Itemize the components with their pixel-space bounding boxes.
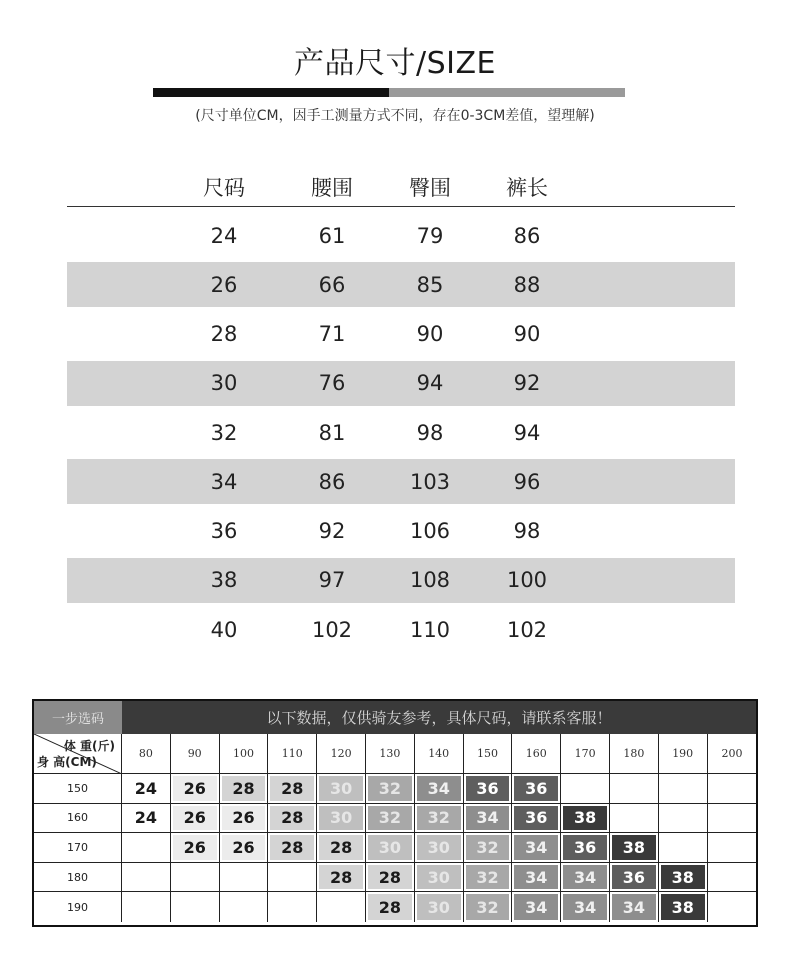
height-header: 150 (34, 774, 122, 804)
size-table-header (67, 168, 735, 207)
table-cell: 79 (416, 223, 444, 248)
table-cell: 92 (318, 519, 346, 543)
size-cell (708, 774, 757, 804)
table-row (67, 509, 735, 554)
size-cell: 26 (220, 804, 269, 834)
weight-height-corner (34, 734, 122, 774)
weight-header: 130 (366, 734, 415, 774)
size-cell: 32 (464, 892, 513, 922)
size-cell: 34 (561, 892, 610, 922)
table-cell: 94 (513, 420, 541, 445)
size-cell: 28 (220, 774, 269, 804)
weight-header: 170 (561, 734, 610, 774)
table-row (67, 361, 735, 406)
size-cell: 34 (512, 892, 561, 922)
header-length: 裤长 (506, 176, 548, 200)
weight-header: 180 (610, 734, 659, 774)
table-cell: 94 (416, 371, 444, 396)
size-cell: 32 (415, 804, 464, 834)
table-cell: 30 (210, 371, 238, 396)
weight-header: 140 (415, 734, 464, 774)
title-bar-dark (153, 88, 389, 97)
size-cell (610, 774, 659, 804)
table-row (67, 312, 735, 357)
table-cell: 92 (513, 371, 541, 396)
size-cell: 26 (171, 833, 220, 863)
size-cell: 28 (317, 833, 366, 863)
height-header: 170 (34, 833, 122, 863)
size-cell (708, 863, 757, 893)
size-cell: 28 (366, 892, 415, 922)
height-axis-label: 身 高(CM) (37, 755, 97, 769)
size-cell: 36 (512, 774, 561, 804)
size-cell: 24 (122, 774, 171, 804)
size-cell (171, 863, 220, 893)
table-cell: 98 (513, 519, 541, 543)
size-cell (220, 892, 269, 922)
table-cell: 106 (409, 519, 451, 543)
table-cell: 40 (210, 617, 238, 642)
table-row (67, 607, 735, 652)
guide-header-bar (34, 701, 756, 734)
table-cell: 66 (318, 272, 346, 297)
header-hip: 臀围 (409, 176, 451, 200)
table-cell: 28 (210, 322, 238, 346)
table-cell: 98 (416, 420, 444, 445)
size-cell: 36 (561, 833, 610, 863)
size-cell (659, 774, 708, 804)
table-cell: 81 (318, 420, 346, 445)
table-cell: 86 (318, 469, 346, 494)
size-cell: 28 (268, 774, 317, 804)
weight-header: 110 (268, 734, 317, 774)
weight-header: 200 (708, 734, 757, 774)
size-cell: 26 (220, 833, 269, 863)
table-cell: 90 (513, 322, 541, 346)
size-cell (708, 804, 757, 834)
weight-header: 150 (464, 734, 513, 774)
size-cell: 30 (415, 833, 464, 863)
table-cell: 61 (318, 223, 346, 248)
size-cell (268, 892, 317, 922)
table-row (67, 410, 735, 455)
table-cell: 85 (416, 272, 444, 297)
size-cell: 30 (317, 774, 366, 804)
size-cell: 24 (122, 804, 171, 834)
table-row (67, 558, 735, 603)
size-cell: 30 (415, 892, 464, 922)
size-cell: 26 (171, 804, 220, 834)
table-cell: 90 (416, 322, 444, 346)
size-cell: 32 (366, 804, 415, 834)
size-cell: 34 (561, 863, 610, 893)
title-bar-light (389, 88, 625, 97)
size-cell: 38 (610, 833, 659, 863)
size-cell: 36 (464, 774, 513, 804)
table-cell: 96 (513, 469, 541, 494)
table-cell: 24 (210, 223, 238, 248)
table-cell: 88 (513, 272, 541, 297)
table-cell: 26 (210, 272, 238, 297)
size-cell: 30 (415, 863, 464, 893)
size-cell: 32 (464, 863, 513, 893)
table-cell: 100 (506, 568, 548, 593)
table-cell: 108 (409, 568, 451, 593)
table-row (67, 459, 735, 504)
weight-header: 80 (122, 734, 171, 774)
size-cell: 38 (659, 892, 708, 922)
size-cell: 38 (659, 863, 708, 893)
table-cell: 36 (210, 519, 238, 543)
size-cell: 36 (512, 804, 561, 834)
size-cell: 34 (610, 892, 659, 922)
size-cell: 38 (561, 804, 610, 834)
size-cell: 32 (464, 833, 513, 863)
size-cell (561, 774, 610, 804)
table-cell: 97 (318, 568, 346, 593)
table-cell: 34 (210, 469, 238, 494)
height-header: 190 (34, 892, 122, 922)
size-cell: 26 (171, 774, 220, 804)
table-cell: 102 (311, 617, 353, 642)
height-header: 180 (34, 863, 122, 893)
size-cell (659, 833, 708, 863)
table-cell: 76 (318, 371, 346, 396)
size-cell (220, 863, 269, 893)
size-cell: 28 (268, 804, 317, 834)
size-cell: 34 (512, 833, 561, 863)
header-waist: 腰围 (311, 176, 353, 200)
size-cell: 28 (366, 863, 415, 893)
guide-tag: 一步选码 (34, 701, 122, 734)
table-cell: 32 (210, 420, 238, 445)
header-size: 尺码 (203, 176, 245, 200)
table-cell: 38 (210, 568, 238, 593)
weight-header: 120 (317, 734, 366, 774)
size-cell (122, 833, 171, 863)
weight-header: 90 (171, 734, 220, 774)
table-cell: 71 (318, 322, 346, 346)
size-cell: 34 (415, 774, 464, 804)
size-cell (122, 863, 171, 893)
guide-message: 以下数据，仅供骑友参考，具体尺码，请联系客服！ (266, 709, 612, 727)
size-cell (659, 804, 708, 834)
size-cell (708, 833, 757, 863)
table-row (67, 262, 735, 307)
size-cell: 34 (512, 863, 561, 893)
table-row (67, 213, 735, 258)
size-cell (171, 892, 220, 922)
size-cell: 30 (317, 804, 366, 834)
size-cell: 28 (268, 833, 317, 863)
table-cell: 103 (409, 469, 451, 494)
table-cell: 102 (506, 617, 548, 642)
size-cell (122, 892, 171, 922)
weight-header: 100 (220, 734, 269, 774)
size-guide (32, 699, 758, 927)
table-cell: 86 (513, 223, 541, 248)
size-cell: 28 (317, 863, 366, 893)
size-cell (708, 892, 757, 922)
size-cell: 34 (464, 804, 513, 834)
size-cell: 30 (366, 833, 415, 863)
size-cell (610, 804, 659, 834)
page-title: 产品尺寸/SIZE (293, 46, 496, 81)
weight-header: 160 (512, 734, 561, 774)
weight-axis-label: 体 重(斤) (63, 739, 115, 753)
weight-header: 190 (659, 734, 708, 774)
size-cell: 32 (366, 774, 415, 804)
table-cell: 110 (409, 617, 451, 642)
size-cell (268, 863, 317, 893)
size-cell: 36 (610, 863, 659, 893)
size-cell (317, 892, 366, 922)
measurement-note: (尺寸单位CM，因手工测量方式不同，存在0-3CM差值，望理解) (195, 108, 595, 124)
height-header: 160 (34, 804, 122, 834)
